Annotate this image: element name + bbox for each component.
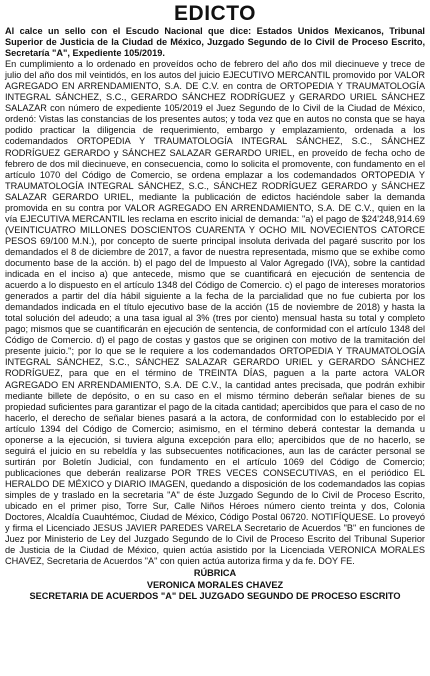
edict-body-paragraph: En cumplimiento a lo ordenado en proveídos ocho de febrero del año dos mil diecinueve y trece de julio del año dos mil veintidós, en los autos del juicio EJECUTIVO MERCANTIL promovido por VALOR AGREGADO EN ARRENDAMIENTO, S.A. DE C.V. en contra de ORTOPEDIA Y TRAUMATOLOGÍA INTEGRAL SÁNCHEZ, S.C., GERARDO SÁNCHEZ RODRÍGUEZ y GERARDO URIEL SÁNCHEZ SALAZAR con número de expediente 105/2019 el Juez Segundo de lo Civil de la Ciudad de México, ordenó: Vistas las constancias de los presentes autos; y toda vez que en autos no consta que se haya podido practicar la diligencia de requerimiento, embargo y emplazamiento, ordenada a los codemandados ORTOPEDIA Y TRAUMATOLOGÍA INTEGRAL SÁNCHEZ, S.C., SÁNCHEZ RODRÍGUEZ GERARDO y SÁNCHEZ SALAZAR GERARDO URIEL, en proveído de fecha ocho de febrero de dos mil diecinueve, en consecuencia, como lo solicita el promovente, con fundamento en el artículo 1070 del Código de Comercio, se ordena emplazar a los codemandados ORTOPEDIA Y TRAUMATOLOGÍA INTEGRAL SÁNCHEZ, S.C., SÁNCHEZ RODRÍGUEZ GERARDO y SÁNCHEZ SALAZAR GERARDO URIEL, mediante la publicación de edictos haciéndole saber la demanda promovida en su contra por VALOR AGREGADO EN ARRENDAMIENTO, S.A. DE C.V., quien en la vía EJECUTIVA MERCANTIL les reclama en escrito inicial de demanda: "a) el pago de $24'248,914.69 (VEINTICUATRO MILLONES DOSCIENTOS CUARENTA Y OCHO MIL NOVECIENTOS CATORCE PESOS 69/100 M.N.), por concepto de suerte principal insoluta derivada del pagaré suscrito por los demandados el 8 de diciembre de 2017, a favor de nuestra representada, mismo que se exhibe como documento base de la acción. b) el pago del de Impuesto al Valor Agregado (IVA), sobre la cantidad indicada en el inciso a) que antecede, mismo que se cuantificará en ejecución de sentencia de acuerdo a lo dispuesto en el artículo 1348 del Código de Comercio. c) el pago de intereses moratorios generados a partir del día hábil siguiente a la fecha de la parcialidad que no fue cubierta por los demandados indicada en el título ejecutivo base de la acción (15 de noviembre de 2018) y hasta la total solución del adeudo; a una tasa igual al 3% (tres por ciento) mensual hasta su total y completo pago; mismos que se cuantificarán en ejecución de sentencia, de conformidad con el artículo 1348 del Código de Comercio. d) el pago de costas y gastos que se originen con motivo de la tramitación del presente juicio."; por lo que se le requiere a los codemandados ORTOPEDIA Y TRAUMATOLOGÍA INTEGRAL SÁNCHEZ, S.C., SÁNCHEZ SALAZAR GERARDO URIEL y GERARDO SÁNCHEZ RODRÍGUEZ, para que en el término de TREINTA DÍAS, paguen a la parte actora VALOR AGREGADO EN ARRENDAMIENTO, S.A. DE C.V., la cantidad antes precisada, que podrán exhibir mediante billete de depósito, o en su caso en el mismo término deberán señalar bienes de su propiedad suficientes para garantizar el pago de la citada cantidad; apercibidos que para el caso de no hacerlo, el derecho de señalar bienes pasará a la actora, de conformidad con lo establecido por el artículo 1394 del Código de Comercio; asimismo, en el término deberá contestar la demanda u oponerse a la ejecución, si tuviera alguna excepción para ello; apercibidos que de no hacerlo, se seguirá el juicio en su rebeldía y las subsecuentes notificaciones, aun las de carácter personal se surtirán por Boletín Judicial, con fundamento en el artículo 1069 del Código de Comercio; publicaciones que deberán realizarse POR TRES VECES CONSECUTIVAS, en el periódico EL HERALDO DE MÉXICO y DIARIO IMAGEN, quedando a disposición de los codemandados las copias simples de y traslado en la secretaria "A" de éste Juzgado Segundo de lo Civil de Proceso Escrito, ubicado en el primer piso, Torre Sur, Calle Niños Héroes número ciento treinta y dos, Colonia Doctores, Alcaldía Cuauhtémoc, Ciudad de México, Código Postal 06720. NOTIFÍQUESE. Lo proveyó y firma el Licenciado JESUS JAVIER PAREDES VARELA Secretario de Acuerdos "B" en funciones de Juez por Ministerio de Ley del Juzgado Segundo de lo Civil de Proceso Escrito del Tribunal Superior de Justicia de la Ciudad de México, quien actúa asistido por la Licenciada VERONICA MORALES CHAVEZ, Secretaria de Acuerdos "A" con quien actúa autoriza firma y da fe. DOY FE.	[5, 59, 425, 567]
rubrica-label: RÚBRICA	[193, 568, 237, 579]
signer-position: SECRETARIA DE ACUERDOS "A" DEL JUZGADO SEGUNDO DE PROCESO ESCRITO	[29, 591, 401, 602]
signature-block	[5, 568, 425, 603]
signer-name: VERONICA MORALES CHAVEZ	[146, 579, 284, 590]
edict-body	[5, 59, 425, 567]
seal-heading: Al calce un sello con el Escudo Nacional que dice: Estados Unidos Mexicanos, Tribunal Superior de Justicia de la Ciudad de México, Juzgado Segundo de lo Civil de Proceso Escrito, Secretaría "A", Expediente 105/2019.	[5, 26, 425, 59]
edict-title: EDICTO	[174, 2, 256, 25]
